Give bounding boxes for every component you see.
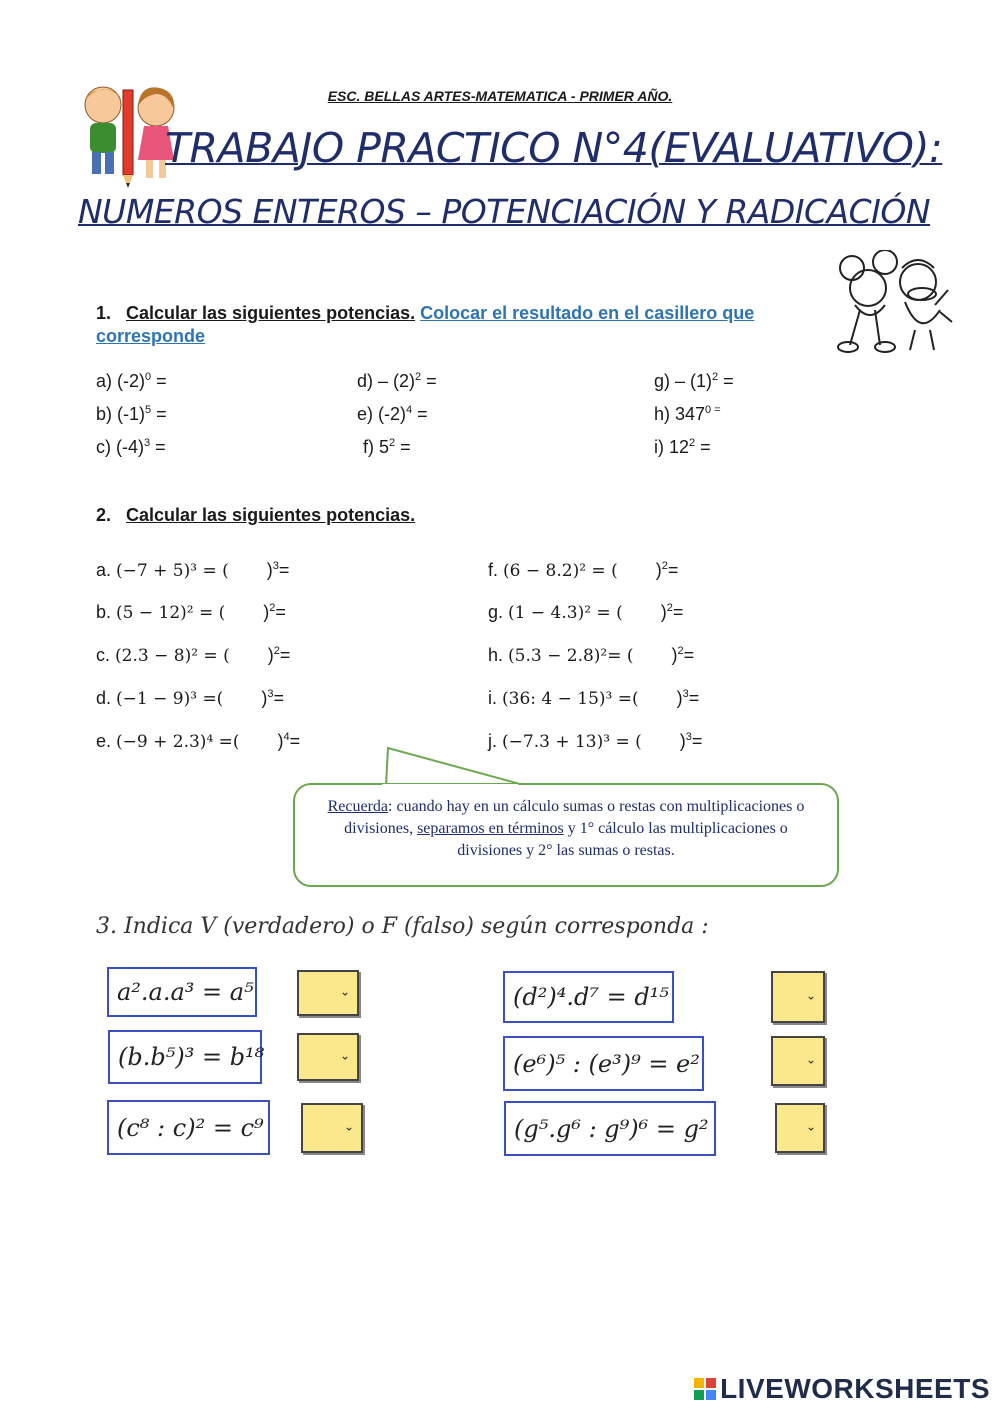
formula-text: (b.b⁵)³ = b¹⁸ [118, 1043, 265, 1071]
power-item-b: b) $(-1)^5$ = [96, 404, 167, 424]
power-item-e: e) $(-2)^4$ = [357, 404, 428, 424]
expression-item-f: f. (6 − 8.2)² = ( )$^2$= [488, 560, 679, 581]
power-item-a: a) $(-2)^0$ = [96, 371, 167, 391]
chevron-down-icon: ⌄ [339, 984, 350, 999]
reminder-note [293, 783, 839, 887]
formula-box-1 [107, 967, 257, 1017]
section-2-number: 2. [96, 505, 112, 525]
callout-joint [382, 784, 518, 787]
true-false-dropdown-4[interactable] [771, 971, 825, 1023]
section-3-heading: 3. Indica V (verdadero) o F (falso) según corresponda : [96, 914, 709, 939]
power-item-f: f) $5^2$ = [363, 437, 411, 457]
formula-box-6 [504, 1101, 716, 1156]
expression-item-g: g. (1 − 4.3)² = ( )$^2$= [488, 602, 684, 623]
formula-box-3 [107, 1100, 270, 1155]
cartoon-characters-illustration [830, 250, 955, 355]
true-false-dropdown-2[interactable] [297, 1033, 359, 1081]
logo-squares-icon [694, 1378, 716, 1400]
formula-text: (d²)⁴.d⁷ = d¹⁵ [513, 983, 669, 1011]
formula-box-2 [108, 1030, 265, 1084]
formula-text: (c⁸ : c)² = c⁹ [117, 1113, 264, 1142]
formula-box-4 [503, 971, 674, 1023]
note-underlined: separamos en términos [417, 820, 564, 837]
section-1-title: Calcular las siguientes potencias. [126, 303, 416, 323]
formula-text: (g⁵.g⁶ : g⁹)⁶ = g² [514, 1114, 709, 1143]
power-item-c: c) $(-4)^3$ = [96, 437, 166, 457]
expression-item-b: b. (5 − 12)² = ( )$^2$= [96, 602, 286, 623]
expression-item-a: a. (−7 + 5)³ = ( )$^3$= [96, 560, 290, 581]
true-false-dropdown-3[interactable] [301, 1103, 363, 1153]
formula-text: a².a.a³ = a⁵ [117, 978, 254, 1006]
formula-text: (e⁶)⁵ : (e³)⁹ = e² [513, 1049, 700, 1078]
power-item-d: $d) - (2)^2$ = [357, 371, 437, 391]
chevron-down-icon: ⌄ [343, 1119, 354, 1134]
expression-item-h: h. (5.3 − 2.8)²= ( )$^2$= [488, 645, 695, 666]
section-2-heading [96, 505, 415, 526]
section-1-heading [96, 302, 836, 348]
power-item-h: h) $347^{0 =}$ [654, 404, 721, 424]
brand-name: LIVEWORKSHEETS [720, 1373, 990, 1404]
true-false-dropdown-5[interactable] [771, 1036, 825, 1086]
expression-item-c: c. (2.3 − 8)² = ( )$^2$= [96, 645, 291, 666]
expression-item-j: j. (−7.3 + 13)³ = ( )$^3$= [488, 731, 703, 752]
school-header: ESC. BELLAS ARTES-MATEMATICA - PRIMER AÑO. [327, 88, 673, 104]
expression-item-d: d. (−1 − 9)³ =( )$^3$= [96, 688, 284, 709]
power-item-g: $g) - (1)^2$ = [654, 371, 734, 391]
formula-box-5 [503, 1036, 704, 1091]
worksheet-title: TRABAJO PRACTICO N°4(EVALUATIVO): [165, 124, 943, 172]
power-item-i: i) $12^2$ = [654, 437, 711, 457]
true-false-dropdown-1[interactable] [297, 970, 359, 1016]
note-text-2: y 1° cálculo las multiplicaciones o divisiones y 2° las sumas o restas. [457, 820, 788, 859]
section-2-title: Calcular las siguientes potencias. [126, 505, 416, 525]
chevron-down-icon: ⌄ [805, 1119, 816, 1134]
note-text-1: : cuando hay en un cálculo sumas o restas con multiplicaciones o divisiones, [344, 798, 805, 837]
worksheet-subtitle: NUMEROS ENTEROS – POTENCIACIÓN Y RADICACIÓN [78, 192, 931, 231]
section-1-instruction: Colocar el resultado en el casillero que corresponde [96, 303, 755, 346]
note-lead: Recuerda [327, 798, 389, 815]
expression-item-e: e. (−9 + 2.3)⁴ =( )$^4$= [96, 731, 301, 752]
chevron-down-icon: ⌄ [805, 988, 816, 1003]
true-false-dropdown-6[interactable] [775, 1103, 825, 1153]
liveworksheets-logo [694, 1373, 990, 1405]
callout-pointer [380, 744, 530, 788]
chevron-down-icon: ⌄ [339, 1048, 350, 1063]
section-1-number: 1. [96, 303, 112, 323]
chevron-down-icon: ⌄ [805, 1052, 816, 1067]
expression-item-i: i. (36: 4 − 15)³ =( )$^3$= [488, 688, 700, 709]
